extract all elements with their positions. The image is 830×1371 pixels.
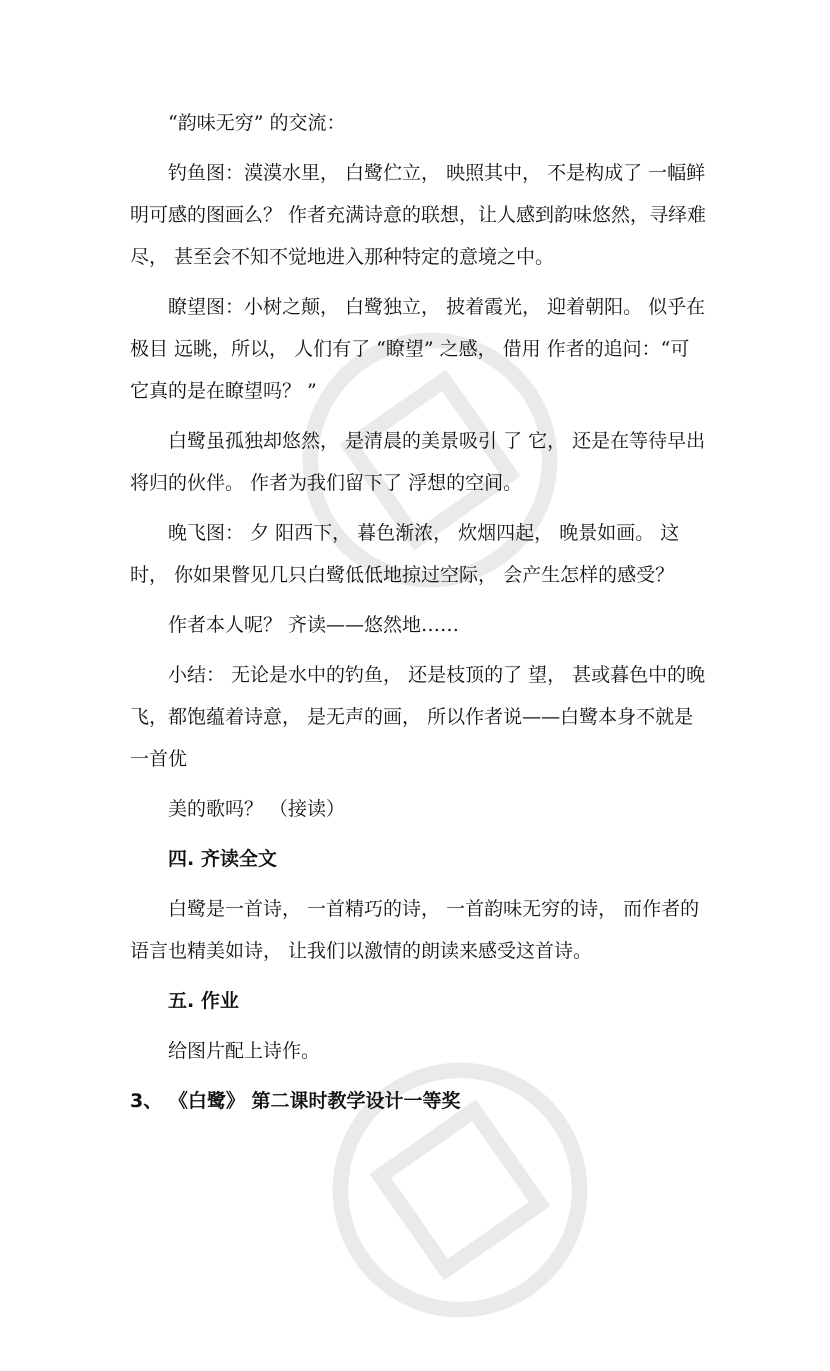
section-title: 3、 《白鹭》 第二课时教学设计一等奖	[130, 1090, 461, 1112]
paragraph-lookout-picture: 瞭望图：小树之颠， 白鹭独立， 披着霞光， 迎着朝阳。 似乎在极目 远眺，所以， 人们有了 “瞭望” 之感， 借用 作者的追问：“可它真的是在瞭望吗？ ”	[130, 296, 706, 402]
document-body	[130, 102, 708, 1122]
paragraph-summary-end: 美的歌吗？ （接读）	[168, 798, 346, 820]
paragraph-homework: 给图片配上诗作。	[168, 1040, 321, 1062]
paragraph-evening-flight: 晚飞图： 夕 阳西下， 暮色渐浓， 炊烟四起， 晚景如画。 这时， 你如果瞥见几只白鹭低低地掠过空际， 会产生怎样的感受？	[130, 522, 680, 586]
heading-read-full-text: 四. 齐读全文	[168, 848, 277, 870]
paragraph-intro: “韵味无穷” 的交流：	[168, 112, 346, 134]
paragraph-fishing-picture: 钓鱼图：漠漠水里， 白鹭伫立， 映照其中， 不是构成了 一幅鲜明可感的图画么？ 作者充满诗意的联想，让人感到韵味悠然，寻绎难尽， 甚至会不知不觉地进入那种特定的意境之中。	[130, 162, 707, 268]
heading-homework: 五. 作业	[168, 990, 239, 1012]
paragraph-read-aloud: 作者本人呢？ 齐读——悠然地……	[168, 614, 460, 636]
paragraph-lonely-egret: 白鹭虽孤独却悠然， 是清晨的美景吸引 了 它， 还是在等待早出将归的伙伴。 作者为我们留下了 浮想的空间。	[130, 430, 706, 494]
paragraph-summary: 小结： 无论是水中的钓鱼， 还是枝顶的了 望， 甚或暮色中的晚飞，都饱蕴着诗意， 是无声的画， 所以作者说——白鹭本身不就是一首优	[130, 664, 706, 770]
paragraph-poem: 白鹭是一首诗， 一首精巧的诗， 一首韵味无穷的诗， 而作者的语言也精美如诗， 让我们以激情的朗读来感受这首诗。	[130, 898, 700, 962]
